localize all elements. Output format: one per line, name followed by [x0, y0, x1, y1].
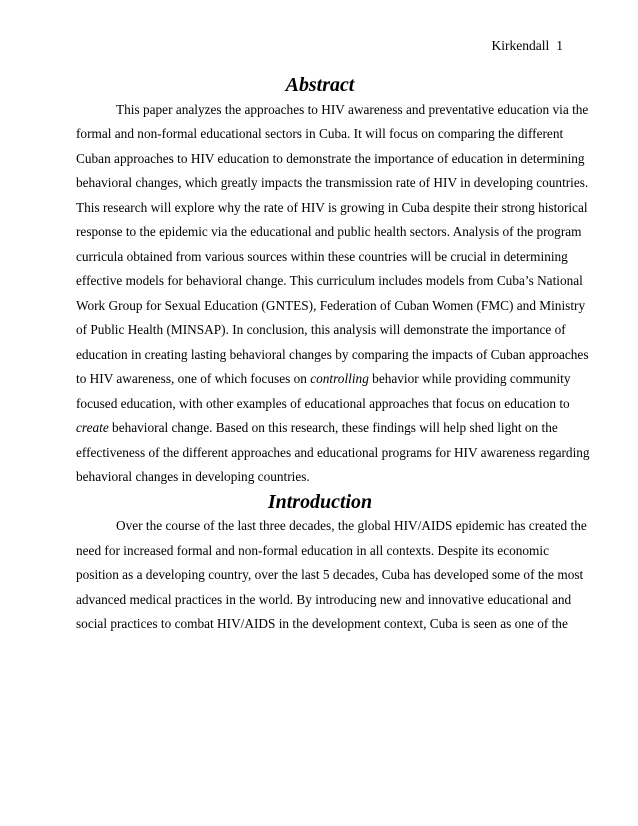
abstract-line: effective models for behavioral change. This curriculum includes models from Cuba’s National: [76, 273, 583, 288]
abstract-line: curricula obtained from various sources within these countries will be crucial in determining: [76, 248, 568, 264]
intro-line: advanced medical practices in the world. By introducing new and innovative educational and: [76, 591, 572, 607]
abstract-line: behavioral changes in developing countries.: [76, 469, 310, 484]
intro-line: position as a developing country, over the last 5 decades, Cuba has developed some of the most: [76, 567, 584, 582]
intro-line: social practices to combat HIV/AIDS in the development context, Cuba is seen as one of the: [76, 616, 568, 631]
abstract-text: behavioral change. Based on this research, these findings will help shed light on the: [108, 420, 558, 435]
abstract-line: This paper analyzes the approaches to HIV awareness and preventative education via the: [116, 101, 589, 117]
abstract-line: education in creating lasting behavioral changes by comparing the impacts of Cuban approaches: [76, 346, 589, 362]
abstract-line: [76, 367, 571, 392]
introduction-heading: Introduction: [267, 490, 373, 513]
emphasis-create: create: [76, 420, 109, 435]
abstract-line: response to the epidemic via the educational and public health sectors. Analysis of the program: [76, 224, 582, 239]
abstract-line: formal and non-formal educational sectors in Cuba. It will focus on comparing the different: [76, 126, 564, 141]
intro-line: need for increased formal and non-formal education in all contexts. Despite its economic: [76, 542, 549, 558]
abstract-line: focused education, with other examples of educational approaches that focus on education to: [76, 395, 570, 411]
author-name: Kirkendall: [491, 38, 550, 53]
emphasis-controlling: controlling: [310, 371, 369, 386]
abstract-line: effectiveness of the different approaches and educational programs for HIV awareness regarding: [76, 444, 590, 460]
abstract-line: This research will explore why the rate of HIV is growing in Cuba despite their strong historical: [76, 199, 588, 215]
abstract-line: [76, 416, 564, 441]
abstract-heading: Abstract: [285, 74, 355, 96]
abstract-line: of Public Health (MINSAP). In conclusion, this analysis will demonstrate the importance of: [76, 322, 566, 337]
abstract-paragraph: [76, 98, 590, 490]
document-body: [76, 73, 590, 637]
abstract-text: behavior while providing community: [368, 371, 571, 386]
introduction-paragraph: [76, 514, 587, 637]
abstract-text: to HIV awareness, one of which focuses on: [76, 371, 311, 386]
abstract-line: Work Group for Sexual Education (GNTES), Federation of Cuban Women (FMC) and Ministry: [76, 297, 586, 313]
abstract-line: behavioral changes, which greatly impacts the transmission rate of HIV in developing countries.: [76, 175, 589, 190]
running-head: [492, 38, 563, 54]
page-number: 1: [556, 38, 563, 53]
intro-line: Over the course of the last three decades, the global HIV/AIDS epidemic has created the: [116, 518, 587, 533]
abstract-line: Cuban approaches to HIV education to demonstrate the importance of education in determining: [76, 150, 585, 166]
